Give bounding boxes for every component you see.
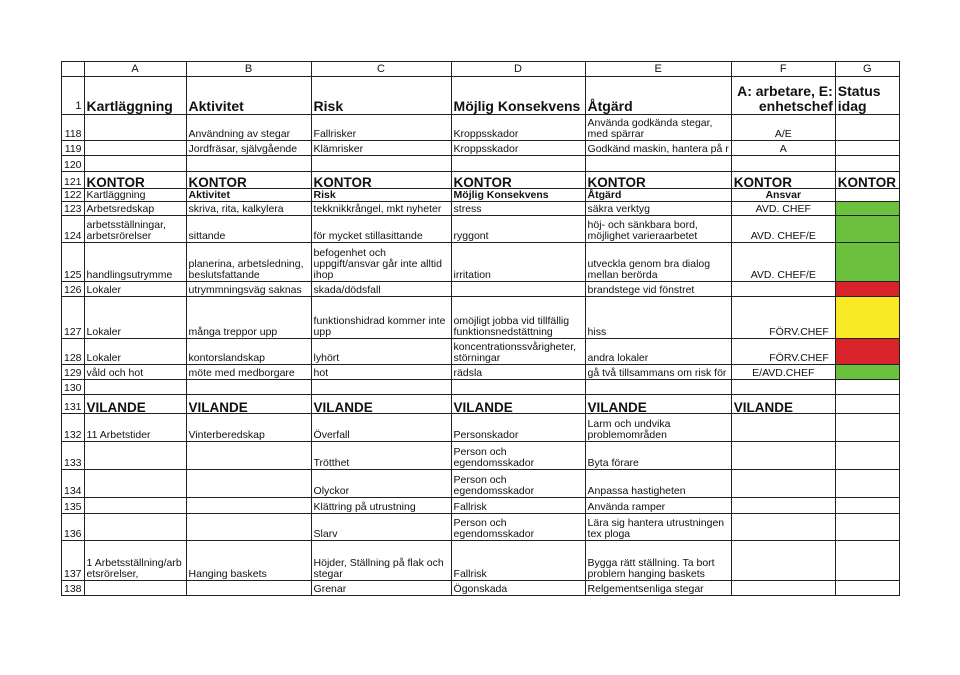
status-red-cell[interactable] — [835, 339, 899, 365]
cell-kartlaggning[interactable] — [84, 442, 186, 470]
cell-atgard[interactable]: utveckla genom bra dialog mellan berörda — [585, 243, 731, 282]
row-number[interactable]: 1 — [62, 77, 85, 115]
subheader-atgard[interactable]: Åtgärd — [585, 189, 731, 202]
cell-kartlaggning[interactable]: arbetsställningar, arbetsrörelser — [84, 216, 186, 243]
column-letter-row — [62, 62, 900, 77]
empty-cell[interactable] — [186, 156, 311, 172]
cell-aktivitet[interactable] — [186, 581, 311, 596]
table-row — [62, 115, 900, 141]
cell-risk[interactable]: Trötthet — [311, 442, 451, 470]
cell-ansvar[interactable]: FÖRV.CHEF — [731, 297, 835, 339]
cell-aktivitet[interactable]: kontorslandskap — [186, 339, 311, 365]
column-header-g[interactable]: G — [835, 62, 899, 77]
row-number[interactable]: 135 — [62, 498, 85, 514]
empty-cell[interactable] — [585, 156, 731, 172]
cell-atgard[interactable]: Använda ramper — [585, 498, 731, 514]
empty-cell[interactable] — [84, 156, 186, 172]
empty-cell[interactable] — [731, 514, 835, 541]
row-number[interactable]: 137 — [62, 541, 85, 581]
cell-risk[interactable]: Höjder, Ställning på flak och stegar — [311, 541, 451, 581]
section-label[interactable]: KONTOR — [835, 172, 899, 189]
row-number[interactable]: 126 — [62, 282, 85, 297]
cell-risk[interactable]: funktionshidrad kommer inte upp — [311, 297, 451, 339]
cell-atgard[interactable]: säkra verktyg — [585, 202, 731, 216]
subheader-risk[interactable]: Risk — [311, 189, 451, 202]
cell-risk[interactable]: Fallrisker — [311, 115, 451, 141]
row-number[interactable]: 131 — [62, 395, 85, 414]
cell-atgard[interactable]: Relgementsenliga stegar — [585, 581, 731, 596]
row-number[interactable]: 133 — [62, 442, 85, 470]
empty-cell[interactable] — [835, 395, 899, 414]
cell-konsekvens[interactable]: Kroppsskador — [451, 115, 585, 141]
row-number[interactable]: 130 — [62, 380, 85, 395]
cell-kartlaggning[interactable]: handlingsutrymme — [84, 243, 186, 282]
cell-atgard[interactable]: Godkänd maskin, hantera på r — [585, 141, 731, 156]
cell-kartlaggning[interactable] — [84, 581, 186, 596]
cell-atgard[interactable]: hiss — [585, 297, 731, 339]
empty-cell[interactable] — [835, 189, 899, 202]
table-row — [62, 498, 900, 514]
cell-atgard[interactable]: Larm och undvika problemområden — [585, 414, 731, 442]
cell-atgard[interactable]: gå två tillsammans om risk för — [585, 365, 731, 380]
cell-kartlaggning[interactable]: våld och hot — [84, 365, 186, 380]
section-label[interactable]: VILANDE — [731, 395, 835, 414]
cell-risk[interactable]: skada/dödsfall — [311, 282, 451, 297]
cell-atgard[interactable]: andra lokaler — [585, 339, 731, 365]
empty-cell[interactable] — [835, 414, 899, 442]
cell-aktivitet[interactable]: Hanging baskets — [186, 541, 311, 581]
row-number[interactable]: 136 — [62, 514, 85, 541]
cell-aktivitet[interactable]: Jordfräsar, självgående — [186, 141, 311, 156]
cell-aktivitet[interactable]: många treppor upp — [186, 297, 311, 339]
row-number[interactable]: 132 — [62, 414, 85, 442]
cell-aktivitet[interactable]: planerina, arbetsledning, beslutsfattande — [186, 243, 311, 282]
cell-atgard[interactable]: Anpassa hastigheten — [585, 470, 731, 498]
cell-konsekvens[interactable]: Person och egendomsskador — [451, 442, 585, 470]
cell-kartlaggning[interactable] — [84, 115, 186, 141]
status-red-cell[interactable] — [835, 282, 899, 297]
cell-kartlaggning[interactable] — [84, 498, 186, 514]
cell-aktivitet[interactable] — [186, 498, 311, 514]
cell-konsekvens[interactable]: Person och egendomsskador — [451, 470, 585, 498]
cell-aktivitet[interactable]: sittande — [186, 216, 311, 243]
table-header-row — [62, 77, 900, 115]
cell-aktivitet[interactable]: Vinterberedskap — [186, 414, 311, 442]
header-ansvar[interactable]: A: arbetare, E: enhetschef — [731, 77, 835, 115]
cell-konsekvens[interactable]: koncentrationssvårigheter, störningar — [451, 339, 585, 365]
cell-konsekvens[interactable] — [451, 282, 585, 297]
column-header-e[interactable]: E — [585, 62, 731, 77]
row-number[interactable]: 125 — [62, 243, 85, 282]
cell-ansvar[interactable]: AVD. CHEF/E — [731, 243, 835, 282]
empty-cell[interactable] — [585, 380, 731, 395]
table-row — [62, 365, 900, 380]
section-label[interactable]: KONTOR — [84, 172, 186, 189]
cell-atgard[interactable]: Byta förare — [585, 442, 731, 470]
cell-risk[interactable]: tekknikkrångel, mkt nyheter — [311, 202, 451, 216]
empty-cell[interactable] — [731, 498, 835, 514]
row-number[interactable]: 118 — [62, 115, 85, 141]
section-row-kontor — [62, 172, 900, 189]
cell-risk[interactable]: Grenar — [311, 581, 451, 596]
empty-cell[interactable] — [731, 380, 835, 395]
table-row — [62, 243, 900, 282]
empty-cell[interactable] — [835, 514, 899, 541]
cell-ansvar[interactable] — [731, 282, 835, 297]
subheader-aktivitet[interactable]: Aktivitet — [186, 189, 311, 202]
empty-cell[interactable] — [835, 380, 899, 395]
empty-cell[interactable] — [451, 156, 585, 172]
section-label[interactable]: KONTOR — [311, 172, 451, 189]
row-number[interactable]: 121 — [62, 172, 85, 189]
status-green-cell[interactable] — [835, 243, 899, 282]
empty-cell[interactable] — [731, 470, 835, 498]
cell-atgard[interactable]: Lära sig hantera utrustningen tex ploga — [585, 514, 731, 541]
empty-cell[interactable] — [835, 541, 899, 581]
empty-cell[interactable] — [186, 380, 311, 395]
cell-kartlaggning[interactable] — [84, 514, 186, 541]
cell-aktivitet[interactable]: utrymmningsväg saknas — [186, 282, 311, 297]
section-label[interactable]: VILANDE — [311, 395, 451, 414]
cell-atgard[interactable]: höj- och sänkbara bord, möjlighet varieraarbetet — [585, 216, 731, 243]
status-green-cell[interactable] — [835, 365, 899, 380]
cell-konsekvens[interactable]: irritation — [451, 243, 585, 282]
empty-cell[interactable] — [835, 442, 899, 470]
table-row — [62, 297, 900, 339]
cell-konsekvens[interactable]: rädsla — [451, 365, 585, 380]
column-header-b[interactable]: B — [186, 62, 311, 77]
empty-cell[interactable] — [835, 581, 899, 596]
sub-header-row — [62, 189, 900, 202]
empty-cell[interactable] — [311, 156, 451, 172]
row-number[interactable]: 120 — [62, 156, 85, 172]
status-green-cell[interactable] — [835, 216, 899, 243]
section-label[interactable]: KONTOR — [451, 172, 585, 189]
cell-konsekvens[interactable]: Ögonskada — [451, 581, 585, 596]
row-number[interactable]: 122 — [62, 189, 85, 202]
cell-kartlaggning[interactable]: 1 Arbetsställning/arbetsrörelser, — [84, 541, 186, 581]
empty-cell[interactable] — [451, 380, 585, 395]
cell-konsekvens[interactable]: Person och egendomsskador — [451, 514, 585, 541]
cell-aktivitet[interactable]: skriva, rita, kalkylera — [186, 202, 311, 216]
header-risk[interactable]: Risk — [311, 77, 451, 115]
cell-risk[interactable]: för mycket stillasittande — [311, 216, 451, 243]
cell-risk[interactable]: hot — [311, 365, 451, 380]
header-atgard[interactable]: Åtgärd — [585, 77, 731, 115]
cell-kartlaggning[interactable]: Lokaler — [84, 339, 186, 365]
column-header-a[interactable]: A — [84, 62, 186, 77]
section-label[interactable]: KONTOR — [731, 172, 835, 189]
empty-cell[interactable] — [731, 156, 835, 172]
subheader-kartlaggning[interactable]: Kartläggning — [84, 189, 186, 202]
section-label[interactable]: KONTOR — [585, 172, 731, 189]
cell-konsekvens[interactable]: stress — [451, 202, 585, 216]
table-row — [62, 581, 900, 596]
cell-risk[interactable]: Olyckor — [311, 470, 451, 498]
cell-aktivitet[interactable]: möte med medborgare — [186, 365, 311, 380]
status-green-cell[interactable] — [835, 202, 899, 216]
row-number[interactable]: 123 — [62, 202, 85, 216]
cell-ansvar[interactable]: FÖRV.CHEF — [731, 339, 835, 365]
row-number[interactable]: 128 — [62, 339, 85, 365]
table-row — [62, 156, 900, 172]
section-label[interactable]: KONTOR — [186, 172, 311, 189]
row-number[interactable]: 138 — [62, 581, 85, 596]
cell-kartlaggning[interactable] — [84, 470, 186, 498]
empty-cell[interactable] — [731, 414, 835, 442]
empty-cell[interactable] — [84, 380, 186, 395]
header-aktivitet[interactable]: Aktivitet — [186, 77, 311, 115]
cell-aktivitet[interactable] — [186, 442, 311, 470]
table-row — [62, 339, 900, 365]
cell-atgard[interactable]: brandstege vid fönstret — [585, 282, 731, 297]
cell-konsekvens[interactable]: Personskador — [451, 414, 585, 442]
cell-aktivitet[interactable] — [186, 470, 311, 498]
cell-ansvar[interactable]: A/E — [731, 115, 835, 141]
cell-kartlaggning[interactable]: Lokaler — [84, 297, 186, 339]
empty-cell[interactable] — [835, 470, 899, 498]
cell-kartlaggning[interactable] — [84, 141, 186, 156]
table-row — [62, 282, 900, 297]
row-number[interactable]: 119 — [62, 141, 85, 156]
row-number[interactable]: 124 — [62, 216, 85, 243]
cell-ansvar[interactable]: A — [731, 141, 835, 156]
cell-status[interactable] — [835, 141, 899, 156]
table-row — [62, 141, 900, 156]
empty-cell[interactable] — [731, 541, 835, 581]
cell-ansvar[interactable]: AVD. CHEF/E — [731, 216, 835, 243]
spreadsheet-table — [61, 61, 900, 596]
cell-konsekvens[interactable]: Kroppsskador — [451, 141, 585, 156]
table-row — [62, 216, 900, 243]
cell-risk[interactable]: Klättring på utrustning — [311, 498, 451, 514]
cell-kartlaggning[interactable]: Lokaler — [84, 282, 186, 297]
cell-status[interactable] — [835, 115, 899, 141]
header-status[interactable]: Status idag — [835, 77, 899, 115]
section-label[interactable]: VILANDE — [84, 395, 186, 414]
subheader-ansvar[interactable]: Ansvar — [731, 189, 835, 202]
table-row — [62, 442, 900, 470]
cell-ansvar[interactable]: E/AVD.CHEF — [731, 365, 835, 380]
empty-cell[interactable] — [731, 442, 835, 470]
cell-ansvar[interactable]: AVD. CHEF — [731, 202, 835, 216]
cell-kartlaggning[interactable]: Arbetsredskap — [84, 202, 186, 216]
cell-konsekvens[interactable]: ryggont — [451, 216, 585, 243]
empty-cell[interactable] — [731, 581, 835, 596]
table-row — [62, 414, 900, 442]
section-label[interactable]: VILANDE — [451, 395, 585, 414]
cell-risk[interactable]: Slarv — [311, 514, 451, 541]
cell-konsekvens[interactable]: omöjligt jobba vid tillfällig funktionsnedstättning — [451, 297, 585, 339]
status-yellow-cell[interactable] — [835, 297, 899, 339]
cell-atgard[interactable]: Bygga rätt ställning. Ta bort problem hanging baskets — [585, 541, 731, 581]
cell-aktivitet[interactable]: Användning av stegar — [186, 115, 311, 141]
header-konsekvens[interactable]: Möjlig Konsekvens — [451, 77, 585, 115]
cell-konsekvens[interactable]: Fallrisk — [451, 498, 585, 514]
header-kartlaggning[interactable]: Kartläggning — [84, 77, 186, 115]
table-row — [62, 514, 900, 541]
cell-aktivitet[interactable] — [186, 514, 311, 541]
row-number[interactable]: 129 — [62, 365, 85, 380]
empty-cell[interactable] — [311, 380, 451, 395]
corner-cell[interactable] — [62, 62, 85, 77]
cell-risk[interactable]: lyhört — [311, 339, 451, 365]
row-number[interactable]: 127 — [62, 297, 85, 339]
subheader-konsekvens[interactable]: Möjlig Konsekvens — [451, 189, 585, 202]
table-row — [62, 380, 900, 395]
table-row — [62, 541, 900, 581]
section-label[interactable]: VILANDE — [585, 395, 731, 414]
section-row-vilande — [62, 395, 900, 414]
cell-atgard[interactable]: Använda godkända stegar, med spärrar — [585, 115, 731, 141]
row-number[interactable]: 134 — [62, 470, 85, 498]
cell-konsekvens[interactable]: Fallrisk — [451, 541, 585, 581]
table-row — [62, 202, 900, 216]
cell-risk[interactable]: Överfall — [311, 414, 451, 442]
table-row — [62, 470, 900, 498]
section-label[interactable]: VILANDE — [186, 395, 311, 414]
cell-kartlaggning[interactable]: 11 Arbetstider — [84, 414, 186, 442]
cell-risk[interactable]: Klämrisker — [311, 141, 451, 156]
column-header-d[interactable]: D — [451, 62, 585, 77]
empty-cell[interactable] — [835, 156, 899, 172]
column-header-f[interactable]: F — [731, 62, 835, 77]
empty-cell[interactable] — [835, 498, 899, 514]
cell-risk[interactable]: befogenhet och uppgift/ansvar går inte alltid ihop — [311, 243, 451, 282]
column-header-c[interactable]: C — [311, 62, 451, 77]
